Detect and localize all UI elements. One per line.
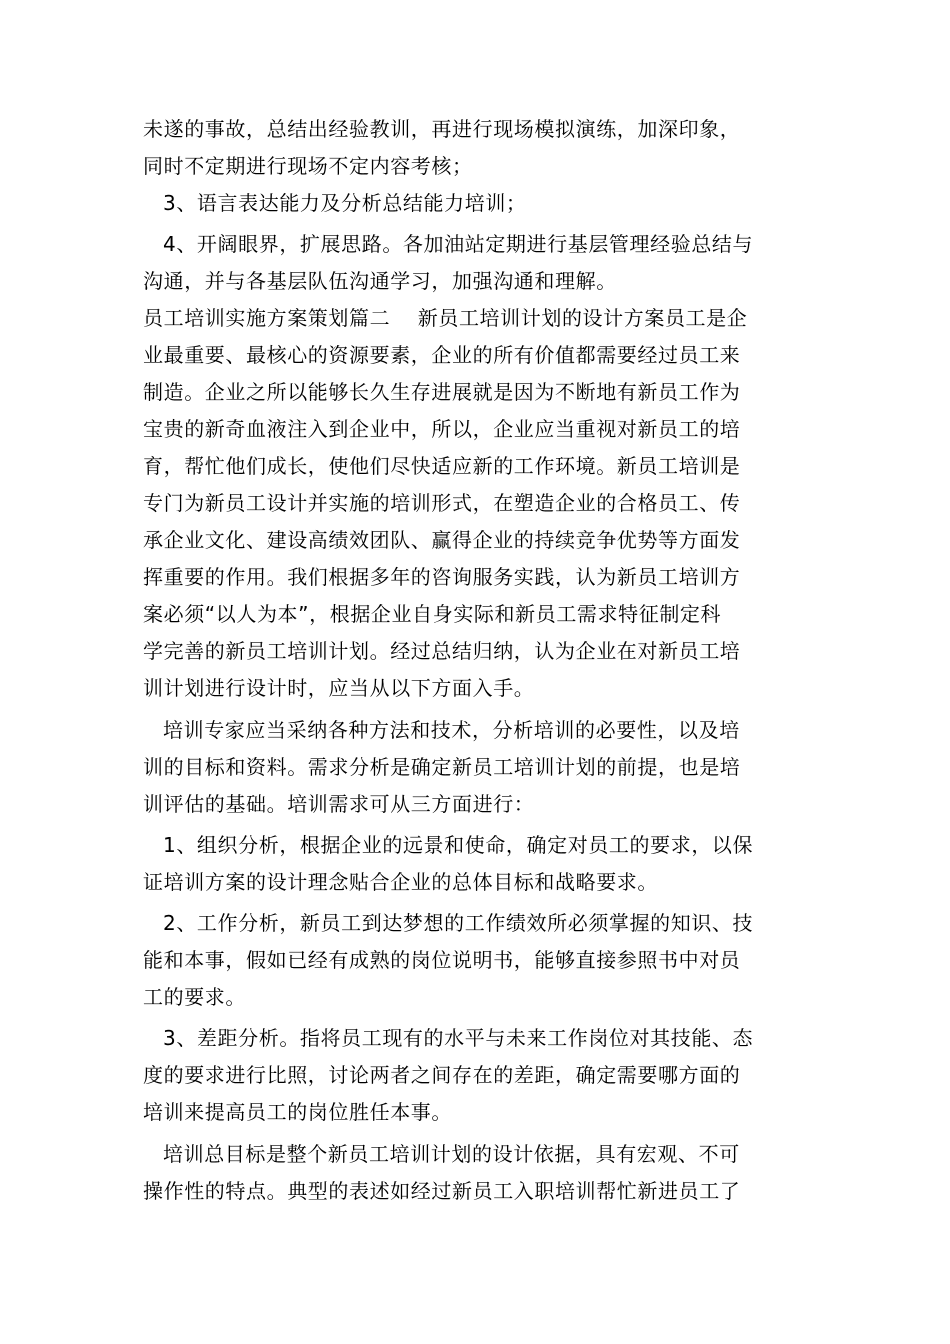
text-line: 度的要求进行比照，讨论两者之间存在的差距，确定需要哪方面的 — [143, 1063, 741, 1087]
text-line: 同时不定期进行现场不定内容考核； — [143, 154, 473, 178]
text-line: 未遂的事故，总结出经验教训，再进行现场模拟演练，加深印象， — [143, 117, 741, 141]
text-line: 3、语言表达能力及分析总结能力培训； — [163, 191, 527, 215]
text-line: 训计划进行设计时，应当从以下方面入手。 — [143, 676, 535, 700]
text-line: 能和本事，假如已经有成熟的岗位说明书，能够直接参照书中对员 — [143, 948, 741, 972]
text-line: 2、工作分析，新员工到达梦想的工作绩效所必须掌握的知识、技 — [163, 911, 754, 935]
text-line: 证培训方案的设计理念贴合企业的总体目标和战略要求。 — [143, 870, 658, 894]
text-line: 4、开阔眼界，扩展思路。各加油站定期进行基层管理经验总结与 — [163, 232, 754, 256]
text-line: 专门为新员工设计并实施的培训形式，在塑造企业的合格员工、传 — [143, 491, 741, 515]
text-line: 3、差距分析。指将员工现有的水平与未来工作岗位对其技能、态 — [163, 1026, 754, 1050]
text-line: 训评估的基础。培训需求可从三方面进行： — [143, 792, 535, 816]
text-line: 案必须“以人为本”，根据企业自身实际和新员工需求特征制定科 — [143, 602, 722, 626]
text-line: 承企业文化、建设高绩效团队、赢得企业的持续竞争优势等方面发 — [143, 528, 741, 552]
text-line: 训的目标和资料。需求分析是确定新员工培训计划的前提，也是培 — [143, 755, 741, 779]
text-line: 培训专家应当采纳各种方法和技术，分析培训的必要性，以及培 — [163, 718, 740, 742]
text-line: 1、组织分析，根据企业的远景和使命，确定对员工的要求，以保 — [163, 833, 754, 857]
text-line: 育，帮忙他们成长，使他们尽快适应新的工作环境。新员工培训是 — [143, 454, 741, 478]
text-line: 沟通，并与各基层队伍沟通学习，加强沟通和理解。 — [143, 269, 617, 293]
text-line: 培训来提高员工的岗位胜任本事。 — [143, 1100, 452, 1124]
text-line: 操作性的特点。典型的表述如经过新员工入职培训帮忙新进员工了 — [143, 1179, 741, 1203]
text-line: 制造。企业之所以能够长久生存进展就是因为不断地有新员工作为 — [143, 380, 741, 404]
text-line: 挥重要的作用。我们根据多年的咨询服务实践，认为新员工培训方 — [143, 565, 741, 589]
text-line: 工的要求。 — [143, 985, 246, 1009]
section-heading-line: 员工培训实施方案策划篇二 新员工培训计划的设计方案员工是企 — [143, 306, 748, 330]
text-line: 培训总目标是整个新员工培训计划的设计依据，具有宏观、不可 — [163, 1142, 740, 1166]
text-line: 业最重要、最核心的资源要素，企业的所有价值都需要经过员工来 — [143, 343, 741, 367]
text-line: 宝贵的新奇血液注入到企业中，所以，企业应当重视对新员工的培 — [143, 417, 741, 441]
document-body — [143, 114, 813, 1206]
text-line: 学完善的新员工培训计划。经过总结归纳，认为企业在对新员工培 — [143, 639, 741, 663]
